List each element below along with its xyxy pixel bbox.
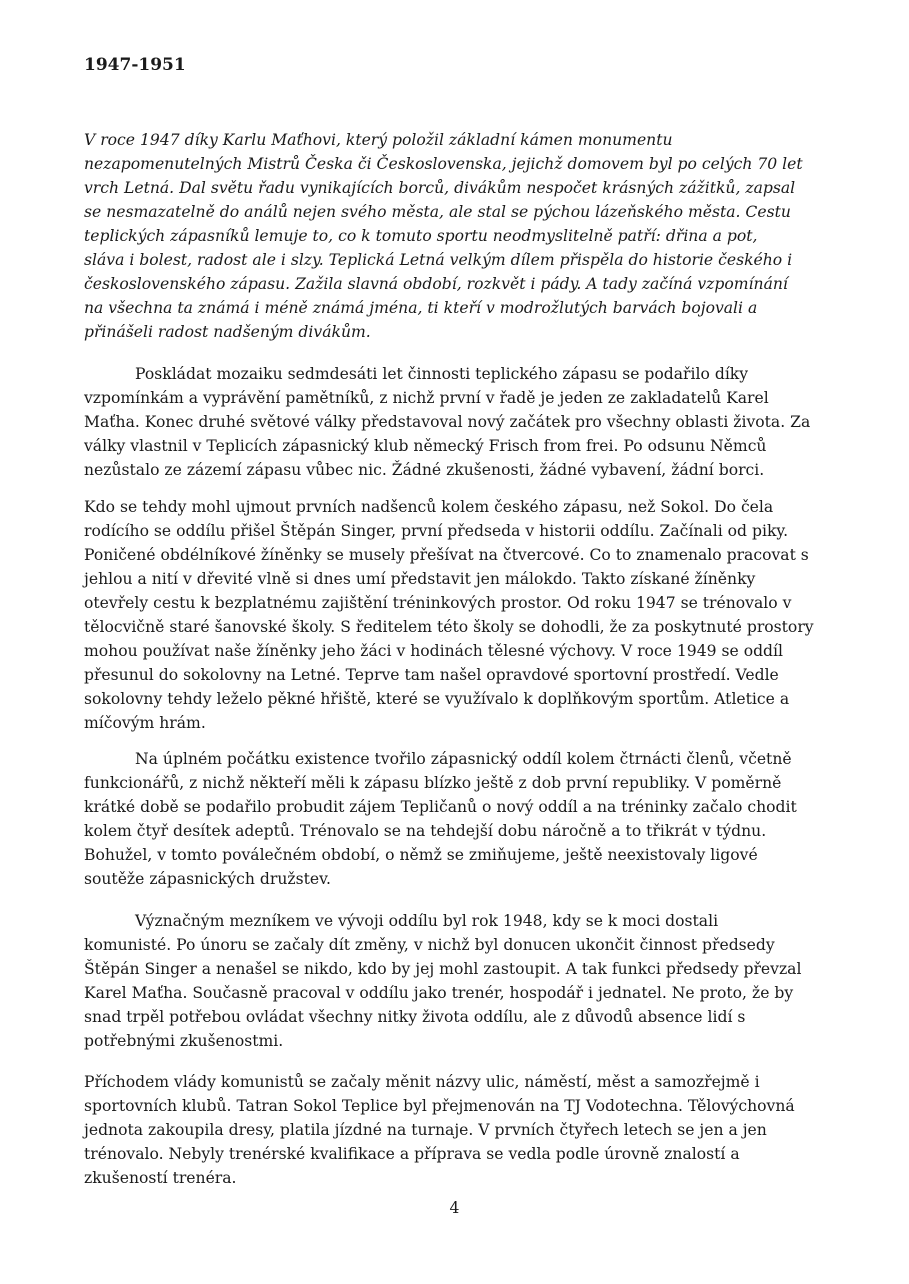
text-line: Karel Maťha. Současně pracoval v oddílu jako trenér, hospodář i jednatel. Ne proto, že by bbox=[84, 984, 794, 1002]
text-line: soutěže zápasnických družstev. bbox=[84, 870, 331, 888]
paragraph-4 bbox=[84, 909, 829, 1053]
text-line: války vlastnil v Teplicích zápasnický klub německý Frisch from frei. Po odsunu Němců bbox=[84, 437, 767, 455]
text-line: vrch Letná. Dal světu řadu vynikajících borců, divákům nespočet krásných zážitků, zapsal bbox=[84, 179, 796, 197]
text-line: snad trpěl potřebou ovládat všechny nitky života oddílu, ale z důvodů absence lidí s bbox=[84, 1008, 746, 1026]
text-line: Kdo se tehdy mohl ujmout prvních nadšenců kolem českého zápasu, než Sokol. Do čela bbox=[84, 498, 774, 516]
text-line: Maťha. Konec druhé světové války představoval nový začátek pro všechny oblasti života. Za bbox=[84, 413, 811, 431]
text-line: míčovým hrám. bbox=[84, 714, 206, 732]
text-line: Štěpán Singer a nenašel se nikdo, kdo by jej mohl zastoupit. A tak funkci předsedy převzal bbox=[84, 960, 802, 978]
text-line: trénovalo. Nebyly trenérské kvalifikace a příprava se vedla podle úrovně znalostí a bbox=[84, 1145, 740, 1163]
text-line: na všechna ta známá i méně známá jména, ti kteří v modrožlutých barvách bojovali a bbox=[84, 299, 758, 317]
paragraph-2 bbox=[84, 495, 829, 735]
page-number: 4 bbox=[449, 1199, 460, 1217]
text-line: potřebnými zkušenostmi. bbox=[84, 1032, 284, 1050]
text-line: otevřely cestu k bezplatnému zajištění tréninkových prostor. Od roku 1947 se trénovalo v bbox=[84, 594, 792, 612]
text-line: Poskládat mozaiku sedmdesáti let činnosti teplického zápasu se podařilo díky bbox=[135, 365, 749, 383]
text-line: rodícího se oddílu přišel Štěpán Singer, první předseda v historii oddílu. Začínali od piky. bbox=[84, 522, 789, 540]
text-line: Poničené obdélníkové žíněnky se musely přešívat na čtvercové. Co to znamenalo pracovat s bbox=[84, 546, 809, 564]
text-line: V roce 1947 díky Karlu Maťhovi, který položil základní kámen monumentu bbox=[84, 131, 673, 149]
text-line: československého zápasu. Zažila slavná období, rozkvět i pády. A tady začíná vzpomínání bbox=[84, 275, 788, 293]
text-line: mohou používat naše žíněnky jeho žáci v hodinách tělesné výchovy. V roce 1949 se oddíl bbox=[84, 642, 784, 660]
text-line: tělocvičně staré šanovské školy. S ředitelem této školy se dohodli, že za poskytnuté prostory bbox=[84, 618, 814, 636]
text-line: Na úplném počátku existence tvořilo zápasnický oddíl kolem čtrnácti členů, včetně bbox=[135, 750, 792, 768]
text-line: vzpomínkám a vyprávění pamětníků, z nichž první v řadě je jeden ze zakladatelů Karel bbox=[84, 389, 769, 407]
paragraph-3 bbox=[84, 747, 829, 891]
section-heading: 1947-1951 bbox=[84, 55, 186, 75]
text-line: přesunul do sokolovny na Letné. Teprve tam našel opravdové sportovní prostředí. Vedle bbox=[84, 666, 779, 684]
text-line: teplických zápasníků lemuje to, co k tomuto sportu neodmyslitelně patří: dřina a pot, bbox=[84, 227, 758, 245]
text-line: sokolovny tehdy leželo pěkné hřiště, které se využívalo k doplňkovým sportům. Atletice a bbox=[84, 690, 790, 708]
paragraph-5 bbox=[84, 1070, 829, 1190]
text-line: Bohužel, v tomto poválečném období, o němž se zmiňujeme, ještě neexistovaly ligové bbox=[84, 846, 758, 864]
text-line: se nesmazatelně do análů nejen svého města, ale stal se pýchou lázeňského města. Cestu bbox=[84, 203, 791, 221]
text-line: komunisté. Po únoru se začaly dít změny, v nichž byl donucen ukončit činnost předsedy bbox=[84, 936, 775, 954]
text-line: jednota zakoupila dresy, platila jízdné na turnaje. V prvních čtyřech letech se jen a jen bbox=[84, 1121, 767, 1139]
text-line: sportovních klubů. Tatran Sokol Teplice byl přejmenován na TJ Vodotechna. Tělovýchovná bbox=[84, 1097, 795, 1115]
text-line: funkcionářů, z nichž někteří měli k zápasu blízko ještě z dob první republiky. V poměrně bbox=[84, 774, 782, 792]
text-line: jehlou a nití v dřevité vlně si dnes umí představit jen málokdo. Takto získané žíněnky bbox=[84, 570, 756, 588]
text-line: kolem čtyř desítek adeptů. Trénovalo se na tehdejší dobu náročně a to třikrát v týdnu. bbox=[84, 822, 767, 840]
text-line: krátké době se podařilo probudit zájem Tepličanů o nový oddíl a na tréninky začalo chodit bbox=[84, 798, 797, 816]
intro-paragraph bbox=[84, 128, 829, 344]
text-line: přinášeli radost nadšeným divákům. bbox=[84, 323, 371, 341]
text-line: nezapomenutelných Mistrů Česka či Československa, jejichž domovem byl po celých 70 let bbox=[84, 155, 803, 173]
paragraph-1 bbox=[84, 362, 829, 482]
text-line: sláva i bolest, radost ale i slzy. Teplická Letná velkým dílem přispěla do historie českého i bbox=[84, 251, 793, 269]
text-line: nezůstalo ze zázemí zápasu vůbec nic. Žádné zkušenosti, žádné vybavení, žádní borci. bbox=[84, 461, 765, 479]
text-line: Příchodem vlády komunistů se začaly měnit názvy ulic, náměstí, měst a samozřejmě i bbox=[84, 1073, 760, 1091]
text-line: zkušeností trenéra. bbox=[84, 1169, 237, 1187]
text-line: Význačným mezníkem ve vývoji oddílu byl rok 1948, kdy se k moci dostali bbox=[135, 912, 719, 930]
